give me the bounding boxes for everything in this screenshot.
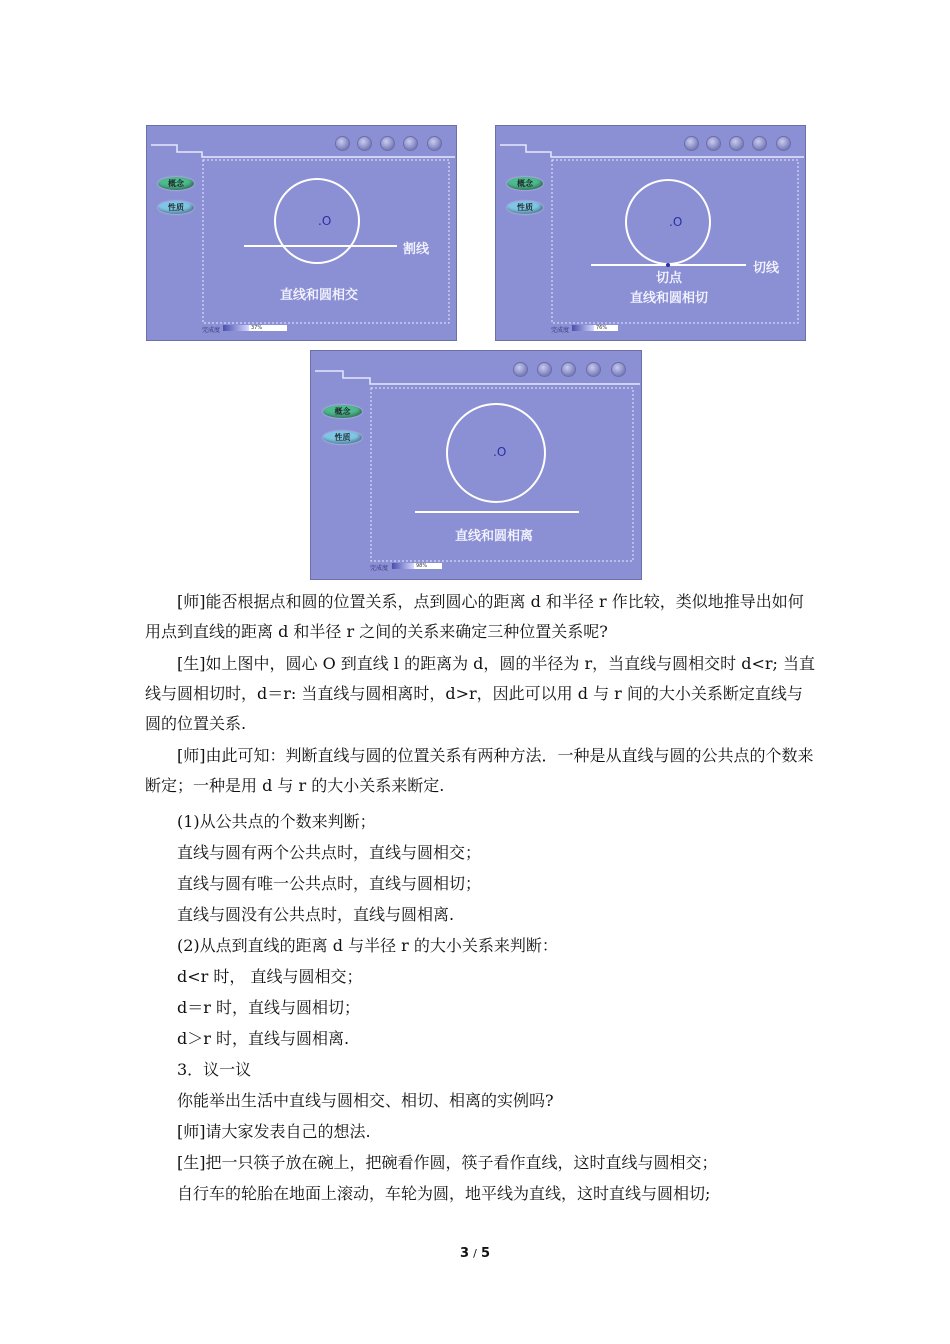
list-line: (1)从公共点的个数来判断； [177, 812, 376, 831]
page-separator: / [473, 1247, 477, 1260]
list-line: 直线与圆有两个公共点时，直线与圆相交； [177, 843, 482, 862]
progress-bar [223, 325, 249, 331]
property-button[interactable]: 性质 [158, 201, 194, 214]
progress-value: 76% [594, 325, 618, 331]
paragraph: [生]如上图中，圆心 O 到直线 l 的距离为 d，圆的半径为 r，当直线与圆相交时 d<r; 当直线与圆相切时，d＝r: 当直线与圆相离时，d>r，因此可以用 d 与 r 间的大小关系断定直线与圆的位置关系. [145, 654, 815, 733]
concept-button[interactable]: 概念 [323, 405, 362, 418]
slide-caption: 直线和圆相切 [630, 291, 709, 306]
paragraph: [师]由此可知：判断直线与圆的位置关系有两种方法．一种是从直线与圆的公共点的个数来断定；一种是用 d 与 r 的大小关系来断定. [145, 746, 814, 795]
progress-value: 98% [414, 563, 442, 569]
status-label: 完成度 [370, 565, 389, 572]
page-number [0, 1246, 950, 1261]
slide-intersect [146, 125, 457, 341]
nav-knob-icon[interactable] [561, 362, 576, 377]
list-line: 你能举出生活中直线与圆相交、相切、相离的实例吗? [177, 1091, 554, 1110]
nav-knob-icon[interactable] [335, 136, 350, 151]
nav-knob-icon[interactable] [752, 136, 767, 151]
nav-knob-icon[interactable] [427, 136, 442, 151]
list-line: d＞r 时，直线与圆相离. [177, 1029, 350, 1048]
circle [626, 180, 710, 264]
nav-knob-icon[interactable] [776, 136, 791, 151]
list-line: 直线与圆没有公共点时，直线与圆相离. [177, 905, 455, 924]
concept-button[interactable]: 概念 [507, 177, 543, 190]
list-line: (2)从点到直线的距离 d 与半径 r 的大小关系来判断： [177, 936, 558, 955]
nav-knob-icon[interactable] [729, 136, 744, 151]
center-label: .O [318, 214, 332, 228]
tangent-point-label: 切点 [656, 271, 683, 286]
circle [275, 179, 359, 263]
property-button[interactable]: 性质 [323, 431, 362, 444]
slide-intersect-drawing [147, 126, 456, 340]
slide-tangent [495, 125, 806, 341]
concept-button[interactable]: 概念 [158, 177, 194, 190]
slide-caption: 直线和圆相离 [455, 529, 534, 544]
slide-separate [310, 350, 642, 580]
nav-knob-icon[interactable] [380, 136, 395, 151]
nav-knob-icon[interactable] [684, 136, 699, 151]
slide-caption: 直线和圆相交 [280, 288, 359, 303]
nav-knob-icon[interactable] [706, 136, 721, 151]
list-text [145, 806, 815, 1209]
list-line: [生]把一只筷子放在碗上，把碗看作圆，筷子看作直线，这时直线与圆相交； [177, 1153, 718, 1172]
status-label: 完成度 [202, 327, 221, 334]
progress-value: 37% [249, 325, 287, 331]
list-line: d<r 时， 直线与圆相交； [177, 967, 363, 986]
nav-knob-icon[interactable] [357, 136, 372, 151]
progress-bar [572, 325, 594, 331]
list-line: 3．议一议 [177, 1060, 252, 1079]
current-page: 3 [459, 1246, 469, 1261]
slide-separate-drawing [311, 351, 641, 579]
total-pages: 5 [481, 1246, 491, 1261]
list-line: [师]请大家发表自己的想法. [177, 1122, 371, 1141]
secant-label: 割线 [403, 242, 430, 257]
nav-knob-icon[interactable] [403, 136, 418, 151]
center-label: .O [493, 445, 507, 459]
status-label: 完成度 [551, 327, 570, 334]
body-text [145, 587, 815, 801]
slide-tangent-drawing [496, 126, 805, 340]
list-line: d＝r 时，直线与圆相切； [177, 998, 360, 1017]
nav-knob-icon[interactable] [537, 362, 552, 377]
center-label: .O [669, 215, 683, 229]
paragraph: [师]能否根据点和圆的位置关系，点到圆心的距离 d 和半径 r 作比较，类似地推导出如何用点到直线的距离 d 和半径 r 之间的关系来确定三种位置关系呢? [145, 592, 804, 641]
list-line: 自行车的轮胎在地面上滚动，车轮为圆，地平线为直线，这时直线与圆相切; [177, 1184, 711, 1203]
nav-knob-icon[interactable] [611, 362, 626, 377]
property-button[interactable]: 性质 [507, 201, 543, 214]
tangent-label: 切线 [753, 261, 780, 276]
list-line: 直线与圆有唯一公共点时，直线与圆相切； [177, 874, 482, 893]
nav-knob-icon[interactable] [513, 362, 528, 377]
progress-bar [392, 563, 414, 569]
nav-knob-icon[interactable] [586, 362, 601, 377]
